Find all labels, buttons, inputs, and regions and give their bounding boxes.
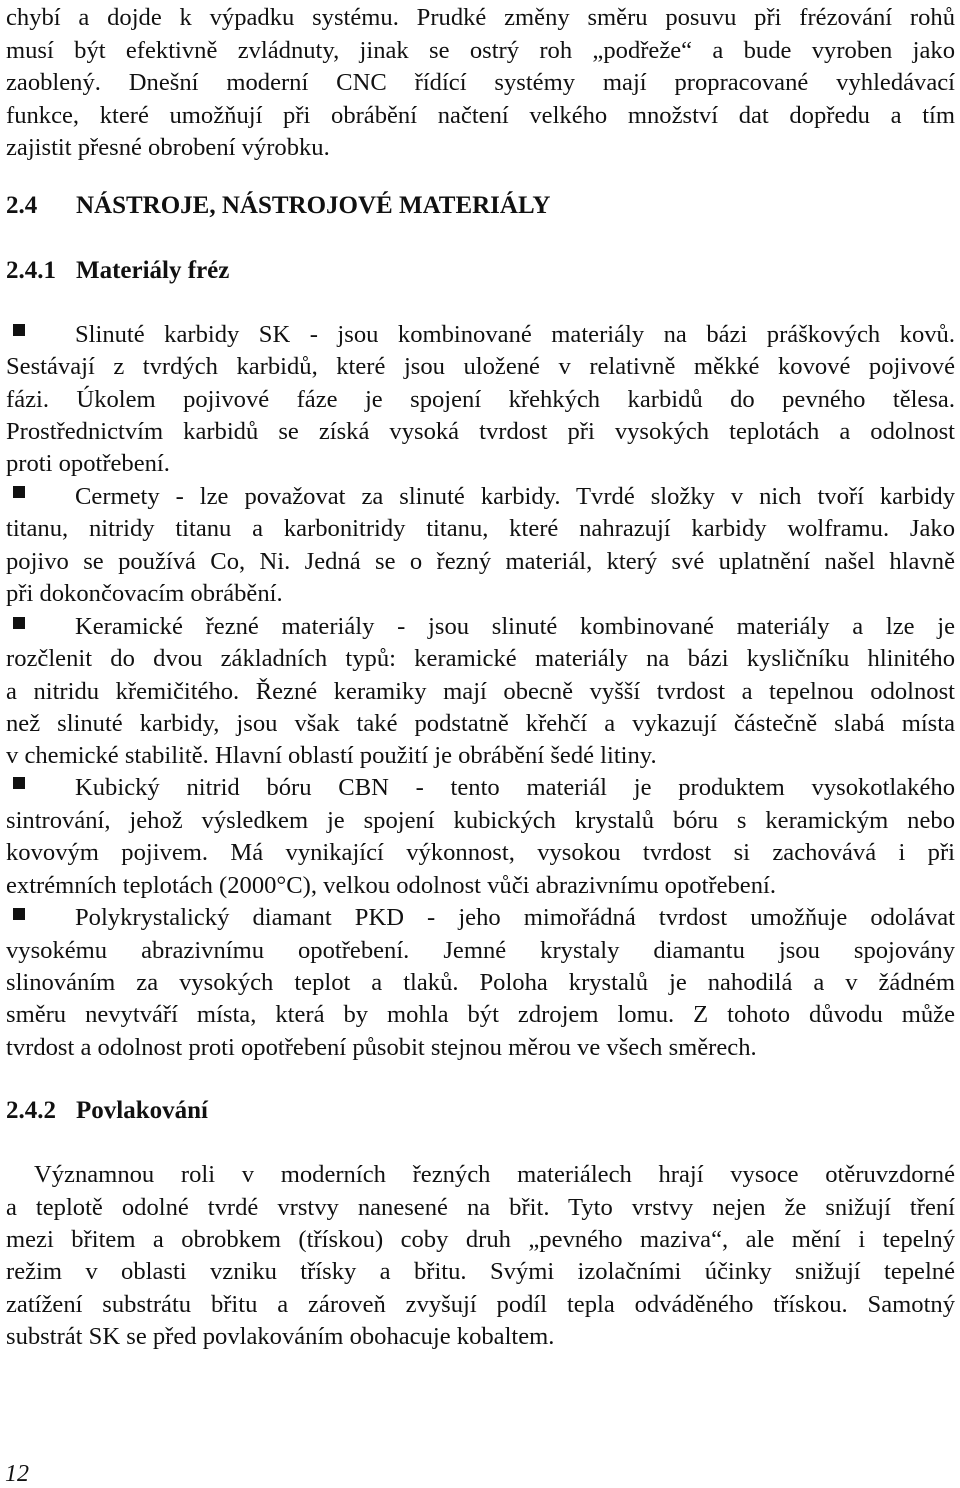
text-line: Slinuté karbidy SK - jsou kombinované materiály na bázi práškových kovů.: [75, 321, 955, 348]
subsection-title: Materiály fréz: [76, 257, 230, 284]
text-line: Významnou roli v moderních řezných materiálech hrají vysoce otěruvzdorné: [34, 1161, 955, 1188]
text-line: zaoblený. Dnešní moderní CNC řídící systémy mají propracované vyhledávací: [6, 69, 955, 96]
text-line: extrémních teplotách (2000°C), velkou odolnost vůči abrazivnímu opotřebení.: [6, 872, 776, 899]
subsection-title: Povlakování: [76, 1097, 208, 1124]
square-bullet-icon: [13, 324, 25, 336]
subsection-heading: [6, 1096, 208, 1126]
text-line: režim v oblasti vzniku třísky a břitu. Svými izolačními účinky snižují tepelné: [6, 1258, 955, 1285]
text-line: směru nevytváří místa, která by mohla být zdrojem lomu. Z tohoto důvodu může: [6, 1001, 955, 1028]
text-line: Keramické řezné materiály - jsou slinuté kombinované materiály a lze je: [75, 613, 955, 640]
text-line: zatížení substrátu břitu a zároveň zvyšují podíl tepla odváděného třískou. Samotný: [6, 1291, 955, 1318]
text-line: substrát SK se před povlakováním obohacuje kobaltem.: [6, 1323, 555, 1350]
text-line: Prostřednictvím karbidů se získá vysoká tvrdost při vysokých teplotách a odolnost: [6, 418, 955, 445]
text-line: chybí a dojde k výpadku systému. Prudké změny směru posuvu při frézování rohů: [6, 4, 955, 31]
page-number: 12: [5, 1461, 29, 1487]
text-line: v chemické stabilitě. Hlavní oblastí použití je obrábění šedé litiny.: [6, 742, 657, 769]
text-line: funkce, které umožňují při obrábění načtení velkého množství dat dopředu a tím: [6, 102, 955, 129]
text-line: pojivo se používá Co, Ni. Jedná se o řezný materiál, který své uplatnění našel hlavně: [6, 548, 955, 575]
text-line: Sestávají z tvrdých karbidů, které jsou uložené v relativně měkké kovové pojivové: [6, 353, 955, 380]
section-number: 2.4: [6, 192, 38, 219]
text-line: než slinuté karbidy, jsou však také podstatně křehčí a vykazují částečně slabá místa: [6, 710, 955, 737]
text-line: Kubický nitrid bóru CBN - tento materiál je produktem vysokotlakého: [75, 774, 955, 801]
text-line: tvrdost a odolnost proti opotřebení působit stejnou měrou ve všech směrech.: [6, 1034, 757, 1061]
text-line: při dokončovacím obrábění.: [6, 580, 283, 607]
text-line: titanu, nitridy titanu a karbonitridy titanu, které nahrazují karbidy wolframu. Jako: [6, 515, 955, 542]
text-line: Polykrystalický diamant PKD - jeho mimořádná tvrdost umožňuje odolávat: [75, 904, 955, 931]
text-line: fázi. Úkolem pojivové fáze je spojení křehkých karbidů do pevného tělesa.: [6, 386, 955, 413]
section-heading: [6, 191, 550, 221]
text-line: a nitridu křemičitého. Řezné keramiky mají obecně vyšší tvrdost a tepelnou odolnost: [6, 678, 955, 705]
text-line: zajistit přesné obrobení výrobku.: [6, 134, 330, 161]
text-line: vysokému abrazivnímu opotřebení. Jemné krystaly diamantu jsou spojovány: [6, 937, 955, 964]
text-line: slinováním za vysokých teplot a tlaků. Poloha krystalů je nahodilá a v žádném: [6, 969, 955, 996]
square-bullet-icon: [13, 777, 25, 789]
text-line: musí být efektivně zvládnuty, jinak se ostrý roh „podřeže“ a bude vyroben jako: [6, 37, 955, 64]
text-line: Cermety - lze považovat za slinuté karbidy. Tvrdé složky v nich tvoří karbidy: [75, 483, 955, 510]
text-line: rozčlenit do dvou základních typů: keramické materiály na bázi kysličníku hlinitého: [6, 645, 955, 672]
square-bullet-icon: [13, 617, 25, 629]
subsection-heading: [6, 256, 229, 286]
text-line: proti opotřebení.: [6, 450, 170, 477]
text-line: sintrování, jehož výsledkem je spojení kubických krystalů bóru s keramickým nebo: [6, 807, 955, 834]
text-line: mezi břitem a obrobkem (třískou) coby druh „pevného maziva“, ale mění i tepelný: [6, 1226, 955, 1253]
subsection-number: 2.4.1: [6, 257, 56, 284]
text-line: a teplotě odolné tvrdé vrstvy nanesené na břit. Tyto vrstvy nejen že snižují tření: [6, 1194, 955, 1221]
text-line: kovovým pojivem. Má vynikající výkonnost, vysokou tvrdost si zachovává i při: [6, 839, 955, 866]
square-bullet-icon: [13, 908, 25, 920]
square-bullet-icon: [13, 486, 25, 498]
section-title: NÁSTROJE, NÁSTROJOVÉ MATERIÁLY: [76, 192, 551, 219]
subsection-number: 2.4.2: [6, 1097, 56, 1124]
